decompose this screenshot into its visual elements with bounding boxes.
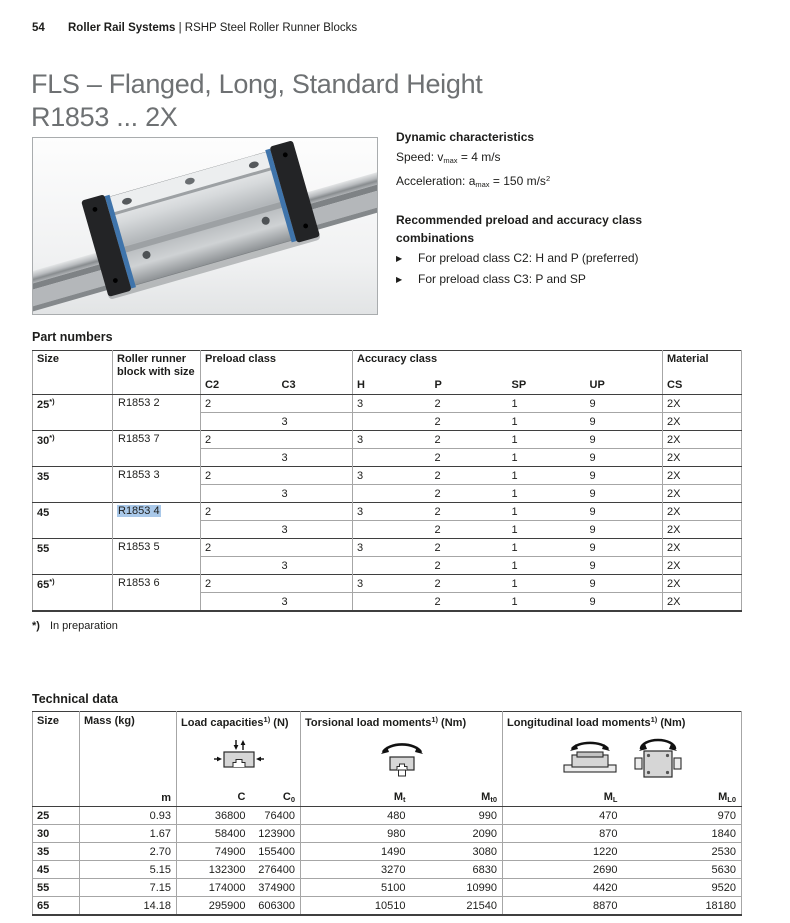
mass-value: 5.15	[80, 861, 177, 879]
size-cell: 25*)	[33, 395, 113, 431]
part-number-cell	[113, 431, 201, 467]
roller-runner-block-illustration	[33, 138, 377, 314]
table-row	[33, 395, 742, 413]
up-value: 9	[586, 431, 663, 449]
c3-value: 3	[278, 413, 353, 431]
footnote-text: In preparation	[49, 620, 118, 632]
table-row	[33, 807, 742, 825]
table-row	[33, 825, 742, 843]
part-number-cell	[113, 503, 201, 539]
p-value: 2	[431, 485, 508, 503]
cs-value: 2X	[663, 503, 742, 521]
sp-value: 1	[508, 449, 586, 467]
cs-value: 2X	[663, 575, 742, 593]
c3-value	[278, 575, 353, 593]
c3-value: 3	[278, 485, 353, 503]
part-number-cell	[113, 575, 201, 612]
up-value: 9	[586, 539, 663, 557]
part-numbers-table	[32, 350, 742, 612]
size-cell: 25	[33, 807, 80, 825]
table-row	[33, 879, 742, 897]
footnote	[32, 620, 118, 632]
table-row	[33, 861, 742, 879]
subheader-blank	[33, 789, 80, 807]
c2-value	[201, 521, 278, 539]
recommendation-text: For preload class C3: P and SP	[418, 272, 586, 286]
col-header-longitudinal-moments: Longitudinal load moments$^{1)}$ (Nm)	[503, 712, 742, 790]
longitudinal-moment-side-icon	[560, 737, 622, 781]
c3-value: 3	[278, 557, 353, 575]
table-row	[33, 503, 742, 521]
up-value: 9	[586, 557, 663, 575]
part-number-cell	[113, 467, 201, 503]
section-subtitle: | RSHP Steel Roller Runner Blocks	[178, 22, 358, 34]
subheader-ml0: $M_{L0}$	[623, 789, 742, 807]
section-title: Roller Rail Systems	[68, 22, 176, 34]
product-photo	[32, 137, 378, 315]
table-row	[33, 843, 742, 861]
ml0-value: 5630	[623, 861, 742, 879]
h-value	[353, 521, 431, 539]
c0-value: 374900	[251, 879, 301, 897]
acceleration-line: Acceleration: $a_{max} = 150$ $m/s^2$	[396, 174, 551, 189]
up-value: 9	[586, 521, 663, 539]
col-header-load-capacities: Load capacities$^{1)}$ (N)	[177, 712, 301, 790]
ml-value: 1220	[503, 843, 623, 861]
mt-value: 480	[301, 807, 411, 825]
sp-value: 1	[508, 539, 586, 557]
cs-value: 2X	[663, 395, 742, 413]
mass-value: 7.15	[80, 879, 177, 897]
h-value	[353, 593, 431, 612]
mass-value: 14.18	[80, 897, 177, 916]
p-value: 2	[431, 539, 508, 557]
torsional-moment-icon	[374, 737, 430, 781]
product-title-line2: R1853 ... 2X	[31, 102, 178, 132]
part-number-selected[interactable]: R1853 4	[118, 505, 160, 517]
mt0-value: 10990	[411, 879, 503, 897]
p-value: 2	[431, 593, 508, 612]
mt0-value: 21540	[411, 897, 503, 916]
col-header-size: Size	[33, 351, 113, 395]
h-value	[353, 485, 431, 503]
sp-value: 1	[508, 431, 586, 449]
h-value	[353, 557, 431, 575]
recommendation-item	[396, 270, 744, 290]
c3-value	[278, 431, 353, 449]
recommendation-text: For preload class C2: H and P (preferred)	[418, 251, 639, 265]
cs-value: 2X	[663, 431, 742, 449]
c-value: 74900	[177, 843, 251, 861]
up-value: 9	[586, 395, 663, 413]
col-header-roller-runner: Roller runner block with size	[113, 351, 201, 395]
c3-value	[278, 503, 353, 521]
mt-value: 5100	[301, 879, 411, 897]
mt0-value: 6830	[411, 861, 503, 879]
bullet-triangle-icon: ▶	[396, 275, 403, 284]
sp-value: 1	[508, 395, 586, 413]
subheader-mt0: $M_{t0}$	[411, 789, 503, 807]
longitudinal-moment-top-icon	[632, 737, 684, 781]
table-row	[33, 897, 742, 916]
sp-value: 1	[508, 413, 586, 431]
cs-value: 2X	[663, 413, 742, 431]
up-value: 9	[586, 413, 663, 431]
cs-value: 2X	[663, 521, 742, 539]
c0-value: 155400	[251, 843, 301, 861]
mass-value: 2.70	[80, 843, 177, 861]
size-cell: 65*)	[33, 575, 113, 612]
sp-value: 1	[508, 467, 586, 485]
cs-value: 2X	[663, 593, 742, 612]
col-header-h: H	[353, 372, 431, 395]
up-value: 9	[586, 503, 663, 521]
ml-value: 4420	[503, 879, 623, 897]
mt0-value: 990	[411, 807, 503, 825]
size-cell: 30*)	[33, 431, 113, 467]
mt-value: 1490	[301, 843, 411, 861]
mt0-value: 3080	[411, 843, 503, 861]
mt-value: 980	[301, 825, 411, 843]
mt-value: 3270	[301, 861, 411, 879]
ml-value: 2690	[503, 861, 623, 879]
h-value: 3	[353, 431, 431, 449]
h-value	[353, 449, 431, 467]
part-number[interactable]: R1853 7	[118, 433, 160, 445]
c-value: 174000	[177, 879, 251, 897]
table-row	[33, 431, 742, 449]
col-header-material: Material	[663, 351, 742, 373]
c2-value	[201, 413, 278, 431]
part-number-cell	[113, 395, 201, 431]
c-value: 132300	[177, 861, 251, 879]
bullet-triangle-icon: ▶	[396, 254, 403, 263]
table-row	[33, 539, 742, 557]
c0-value: 76400	[251, 807, 301, 825]
part-number-cell	[113, 539, 201, 575]
c3-value: 3	[278, 593, 353, 612]
up-value: 9	[586, 593, 663, 612]
h-value	[353, 413, 431, 431]
part-number[interactable]: R1853 5	[118, 541, 160, 553]
part-number[interactable]: R1853 2	[118, 397, 160, 409]
size-cell: 35	[33, 467, 113, 503]
p-value: 2	[431, 431, 508, 449]
cs-value: 2X	[663, 449, 742, 467]
size-cell: 30	[33, 825, 80, 843]
h-value: 3	[353, 539, 431, 557]
mt0-value: 2090	[411, 825, 503, 843]
ml-value: 8870	[503, 897, 623, 916]
ml0-value: 970	[623, 807, 742, 825]
up-value: 9	[586, 449, 663, 467]
c3-value: 3	[278, 449, 353, 467]
h-value: 3	[353, 503, 431, 521]
col-header-size: Size	[37, 715, 60, 727]
col-header-preload-class: Preload class	[201, 351, 353, 373]
mass-value: 1.67	[80, 825, 177, 843]
h-value: 3	[353, 467, 431, 485]
c2-value: 2	[201, 467, 278, 485]
subheader-m: m	[80, 789, 177, 807]
c2-value	[201, 557, 278, 575]
size-cell: 55	[33, 539, 113, 575]
subheader-mt: $M_t$	[301, 789, 411, 807]
speed-line: Speed: $v_{max} = 4$ m/s	[396, 150, 501, 165]
table-row	[33, 575, 742, 593]
c3-value	[278, 467, 353, 485]
c-value: 295900	[177, 897, 251, 916]
c0-value: 123900	[251, 825, 301, 843]
c-value: 58400	[177, 825, 251, 843]
c0-value: 276400	[251, 861, 301, 879]
c3-value	[278, 539, 353, 557]
technical-data-table	[32, 711, 742, 916]
info-column	[396, 128, 744, 290]
ml0-value: 9520	[623, 879, 742, 897]
footnote-marker: *)	[32, 620, 40, 632]
p-value: 2	[431, 503, 508, 521]
c2-value: 2	[201, 431, 278, 449]
col-header-torsional-moments: Torsional load moments$^{1)}$ (Nm)	[301, 712, 503, 790]
up-value: 9	[586, 485, 663, 503]
c0-value: 606300	[251, 897, 301, 916]
p-value: 2	[431, 449, 508, 467]
ml-value: 870	[503, 825, 623, 843]
c2-value	[201, 593, 278, 612]
c2-value: 2	[201, 575, 278, 593]
ml0-value: 2530	[623, 843, 742, 861]
subheader-c: C	[177, 789, 251, 807]
table-row	[33, 467, 742, 485]
p-value: 2	[431, 557, 508, 575]
p-value: 2	[431, 521, 508, 539]
c2-value	[201, 485, 278, 503]
page-number: 54	[32, 22, 45, 34]
p-value: 2	[431, 467, 508, 485]
sp-value: 1	[508, 575, 586, 593]
cs-value: 2X	[663, 557, 742, 575]
dynamic-characteristics-heading: Dynamic characteristics	[396, 130, 535, 144]
load-capacity-icon	[213, 738, 265, 780]
sp-value: 1	[508, 485, 586, 503]
c3-value: 3	[278, 521, 353, 539]
sp-value: 1	[508, 593, 586, 612]
p-value: 2	[431, 575, 508, 593]
c-value: 36800	[177, 807, 251, 825]
col-header-sp: SP	[508, 372, 586, 395]
mt-value: 10510	[301, 897, 411, 916]
col-header-c2: C2	[201, 372, 278, 395]
c2-value	[201, 449, 278, 467]
size-cell: 45	[33, 503, 113, 539]
p-value: 2	[431, 395, 508, 413]
c3-value	[278, 395, 353, 413]
up-value: 9	[586, 467, 663, 485]
h-value: 3	[353, 395, 431, 413]
recommendations-heading: Recommended preload and accuracy class combinations	[396, 213, 643, 245]
product-title-line1: FLS – Flanged, Long, Standard Height	[31, 69, 483, 99]
product-title	[31, 68, 483, 134]
col-header-up: UP	[586, 372, 663, 395]
up-value: 9	[586, 575, 663, 593]
ml-value: 470	[503, 807, 623, 825]
size-cell: 65	[33, 897, 80, 916]
size-cell: 45	[33, 861, 80, 879]
subheader-c0: $C_0$	[251, 789, 301, 807]
ml0-value: 18180	[623, 897, 742, 916]
c2-value: 2	[201, 539, 278, 557]
page-header	[32, 22, 357, 34]
col-header-mass: Mass (kg)	[80, 712, 177, 790]
col-header-accuracy-class: Accuracy class	[353, 351, 663, 373]
h-value: 3	[353, 575, 431, 593]
sp-value: 1	[508, 557, 586, 575]
cs-value: 2X	[663, 485, 742, 503]
sp-value: 1	[508, 521, 586, 539]
mass-value: 0.93	[80, 807, 177, 825]
size-cell: 35	[33, 843, 80, 861]
col-header-p: P	[431, 372, 508, 395]
part-number[interactable]: R1853 3	[118, 469, 160, 481]
c2-value: 2	[201, 395, 278, 413]
ml0-value: 1840	[623, 825, 742, 843]
technical-data-heading: Technical data	[32, 692, 118, 706]
col-header-c3: C3	[278, 372, 353, 395]
col-header-cs: CS	[663, 372, 742, 395]
p-value: 2	[431, 413, 508, 431]
cs-value: 2X	[663, 539, 742, 557]
c2-value: 2	[201, 503, 278, 521]
subheader-ml: $M_L$	[503, 789, 623, 807]
recommendation-item	[396, 249, 744, 269]
part-number[interactable]: R1853 6	[118, 577, 160, 589]
part-numbers-heading: Part numbers	[32, 330, 113, 344]
sp-value: 1	[508, 503, 586, 521]
size-cell: 55	[33, 879, 80, 897]
cs-value: 2X	[663, 467, 742, 485]
